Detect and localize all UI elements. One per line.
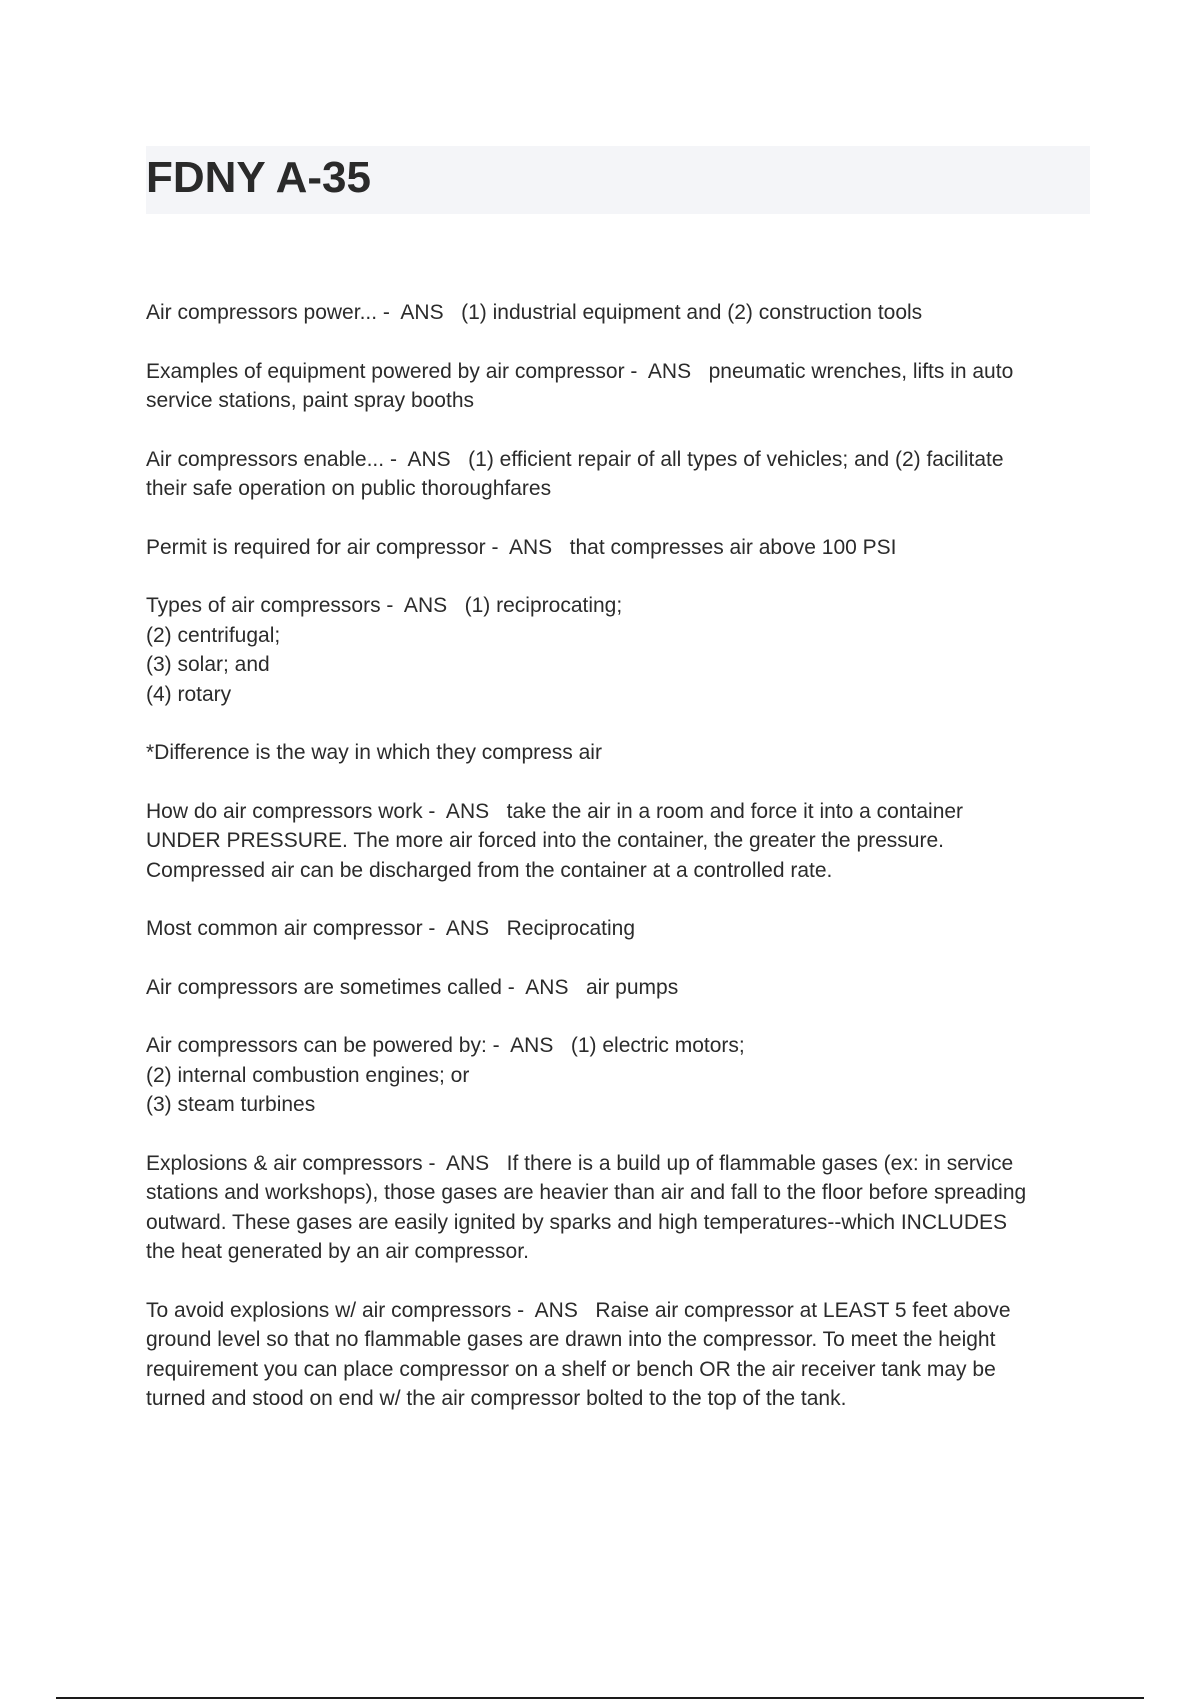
- answer: Raise air compressor at LEAST 5 feet above ground level so that no flammable gases are drawn into the compressor. To meet the height requirement you can place compressor on a shelf or bench OR the air receiver tank may be turned and stood on end w/ the air compressor bolted to the top of the tank.: [146, 1298, 1011, 1410]
- question: Explosions & air compressors: [146, 1151, 423, 1175]
- ans-separator: - ANS: [485, 535, 570, 559]
- qa-item: [146, 1296, 1090, 1414]
- ans-separator: - ANS: [624, 359, 709, 383]
- question: Examples of equipment powered by air compressor: [146, 359, 625, 383]
- ans-separator: - ANS: [380, 594, 465, 617]
- question: To avoid explosions w/ air compressors: [146, 1298, 512, 1322]
- question: Air compressors power...: [146, 301, 378, 324]
- qa-list: [146, 298, 1090, 1443]
- answer: air pumps: [585, 975, 679, 999]
- qa-item: [146, 533, 1090, 563]
- answer: pneumatic wrenches, lifts in auto service stations, paint spray booths: [146, 359, 1014, 412]
- title-banner: [146, 146, 1090, 214]
- answer: take the air in a room and force it into a container UNDER PRESSURE. The more air forced into the container, the greater the pressure. Compressed air can be discharged from the container at a controlled rate.: [146, 799, 964, 882]
- answer: Reciprocating: [506, 917, 636, 940]
- answer: (1) reciprocating; (2) centrifugal; (3) solar; and (4) rotary: [146, 594, 623, 706]
- question: Air compressors enable...: [146, 447, 385, 471]
- qa-item: [146, 298, 1090, 328]
- ans-separator: - ANS: [422, 799, 507, 823]
- question: Types of air compressors: [146, 594, 381, 617]
- answer: (1) efficient repair of all types of vehicles; and (2) facilitate their safe operation on public thoroughfares: [146, 447, 1004, 500]
- answer: (1) electric motors; (2) internal combustion engines; or (3) steam turbines: [146, 1034, 745, 1116]
- ans-separator: - ANS: [501, 975, 586, 999]
- answer: that compresses air above 100 PSI: [569, 535, 897, 559]
- answer: If there is a build up of flammable gases (ex: in service stations and workshops), those gases are heavier than air and fall to the floor before spreading outward. These gases are easily ignited by sparks and high temperatures--which INCLUDES the heat generated by an air compressor.: [146, 1151, 1027, 1263]
- answer: (1) industrial equipment and (2) construction tools: [461, 301, 923, 324]
- note: *Difference is the way in which they compress air: [146, 741, 602, 764]
- ans-separator: - ANS: [511, 1298, 596, 1322]
- ans-separator: - ANS: [422, 1151, 507, 1175]
- qa-item: [146, 797, 1090, 886]
- qa-item: [146, 1149, 1090, 1267]
- question: Most common air compressor: [146, 917, 423, 940]
- question: Air compressors are sometimes called: [146, 975, 502, 999]
- question: How do air compressors work: [146, 799, 423, 823]
- qa-item: [146, 973, 1090, 1003]
- ans-separator: - ANS: [422, 917, 507, 940]
- page-title: FDNY A-35: [146, 153, 371, 202]
- ans-separator: - ANS: [384, 447, 469, 471]
- bottom-divider: [56, 1697, 1144, 1699]
- qa-item: [146, 914, 1090, 944]
- qa-item: [146, 1031, 1090, 1120]
- qa-item: [146, 357, 1090, 416]
- question: Air compressors can be powered by:: [146, 1034, 487, 1057]
- ans-separator: - ANS: [377, 301, 462, 324]
- ans-separator: - ANS: [486, 1034, 571, 1057]
- qa-item: [146, 445, 1090, 504]
- question: Permit is required for air compressor: [146, 535, 486, 559]
- qa-item: [146, 591, 1090, 709]
